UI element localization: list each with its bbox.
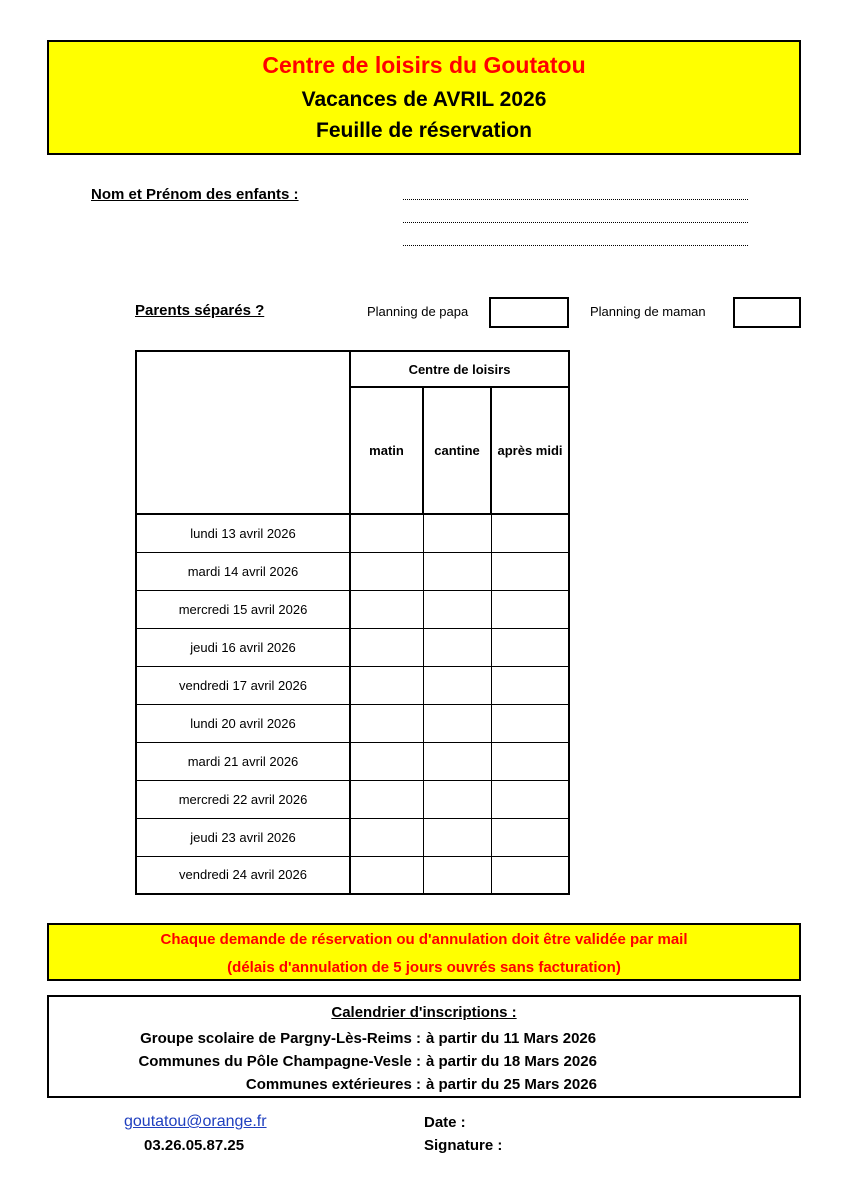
cancellation-notice	[47, 923, 801, 981]
calendar-group: Groupe scolaire de Pargny-Lès-Reims :	[140, 1030, 421, 1047]
table-row	[136, 742, 569, 780]
cell-cantine[interactable]	[423, 742, 491, 780]
cell-apres-midi[interactable]	[491, 704, 569, 742]
cell-matin[interactable]	[350, 590, 423, 628]
day-label: vendredi 17 avril 2026	[136, 666, 350, 704]
cell-cantine[interactable]	[423, 552, 491, 590]
calendar-title: Calendrier d'inscriptions :	[331, 1004, 517, 1021]
reservation-table	[135, 350, 570, 895]
date-label: Date :	[424, 1114, 466, 1131]
parents-separated-label: Parents séparés ?	[135, 302, 265, 319]
table-row	[136, 590, 569, 628]
cell-apres-midi[interactable]	[491, 666, 569, 704]
day-label: mercredi 22 avril 2026	[136, 780, 350, 818]
table-corner	[136, 351, 350, 514]
notice-line-1: Chaque demande de réservation ou d'annulation doit être validée par mail	[160, 931, 688, 948]
cell-cantine[interactable]	[423, 590, 491, 628]
registration-calendar	[47, 995, 801, 1098]
cell-cantine[interactable]	[423, 818, 491, 856]
signature-label: Signature :	[424, 1137, 503, 1154]
cell-apres-midi[interactable]	[491, 856, 569, 894]
table-row	[136, 780, 569, 818]
day-label: jeudi 16 avril 2026	[136, 628, 350, 666]
cell-cantine[interactable]	[423, 666, 491, 704]
papa-planning-label: Planning de papa	[367, 304, 469, 319]
center-title: Centre de loisirs du Goutatou	[262, 52, 586, 78]
cell-matin[interactable]	[350, 552, 423, 590]
column-header-matin: matin	[350, 387, 423, 514]
cell-matin[interactable]	[350, 666, 423, 704]
cell-apres-midi[interactable]	[491, 514, 569, 552]
day-label: lundi 20 avril 2026	[136, 704, 350, 742]
day-label: vendredi 24 avril 2026	[136, 856, 350, 894]
group-header: Centre de loisirs	[350, 351, 569, 387]
children-names-label: Nom et Prénom des enfants :	[91, 186, 299, 203]
notice-line-2: (délais d'annulation de 5 jours ouvrés sans facturation)	[227, 959, 621, 976]
maman-planning-label: Planning de maman	[590, 304, 706, 319]
name-line-1[interactable]	[403, 199, 748, 200]
cell-apres-midi[interactable]	[491, 818, 569, 856]
cell-matin[interactable]	[350, 514, 423, 552]
cell-matin[interactable]	[350, 818, 423, 856]
cell-matin[interactable]	[350, 742, 423, 780]
table-row	[136, 628, 569, 666]
cell-cantine[interactable]	[423, 628, 491, 666]
cell-cantine[interactable]	[423, 704, 491, 742]
table-row	[136, 514, 569, 552]
contact-phone: 03.26.05.87.25	[144, 1137, 245, 1154]
day-label: mardi 21 avril 2026	[136, 742, 350, 780]
calendar-group: Communes du Pôle Champagne-Vesle :	[138, 1053, 421, 1070]
table-row	[136, 818, 569, 856]
day-label: jeudi 23 avril 2026	[136, 818, 350, 856]
day-label: mardi 14 avril 2026	[136, 552, 350, 590]
column-header-apres-midi: après midi	[491, 387, 569, 514]
cell-cantine[interactable]	[423, 780, 491, 818]
cell-matin[interactable]	[350, 856, 423, 894]
cell-apres-midi[interactable]	[491, 552, 569, 590]
table-row	[136, 552, 569, 590]
maman-planning-checkbox[interactable]	[733, 297, 801, 328]
cell-apres-midi[interactable]	[491, 590, 569, 628]
cell-matin[interactable]	[350, 780, 423, 818]
calendar-date: à partir du 18 Mars 2026	[426, 1053, 597, 1070]
cell-matin[interactable]	[350, 704, 423, 742]
contact-email-link[interactable]: goutatou@orange.fr	[124, 1113, 267, 1130]
sheet-title: Feuille de réservation	[316, 119, 532, 142]
table-row	[136, 856, 569, 894]
table-row	[136, 666, 569, 704]
holiday-period: Vacances de AVRIL 2026	[301, 88, 547, 111]
name-line-3[interactable]	[403, 245, 748, 246]
cell-apres-midi[interactable]	[491, 780, 569, 818]
header-box	[47, 40, 801, 155]
cell-cantine[interactable]	[423, 514, 491, 552]
day-label: lundi 13 avril 2026	[136, 514, 350, 552]
cell-cantine[interactable]	[423, 856, 491, 894]
calendar-group: Communes extérieures :	[245, 1076, 421, 1093]
calendar-date: à partir du 25 Mars 2026	[426, 1076, 597, 1093]
table-row	[136, 704, 569, 742]
column-header-cantine: cantine	[423, 387, 491, 514]
cell-matin[interactable]	[350, 628, 423, 666]
cell-apres-midi[interactable]	[491, 742, 569, 780]
name-line-2[interactable]	[403, 222, 748, 223]
cell-apres-midi[interactable]	[491, 628, 569, 666]
calendar-date: à partir du 11 Mars 2026	[426, 1030, 597, 1047]
day-label: mercredi 15 avril 2026	[136, 590, 350, 628]
papa-planning-checkbox[interactable]	[489, 297, 569, 328]
